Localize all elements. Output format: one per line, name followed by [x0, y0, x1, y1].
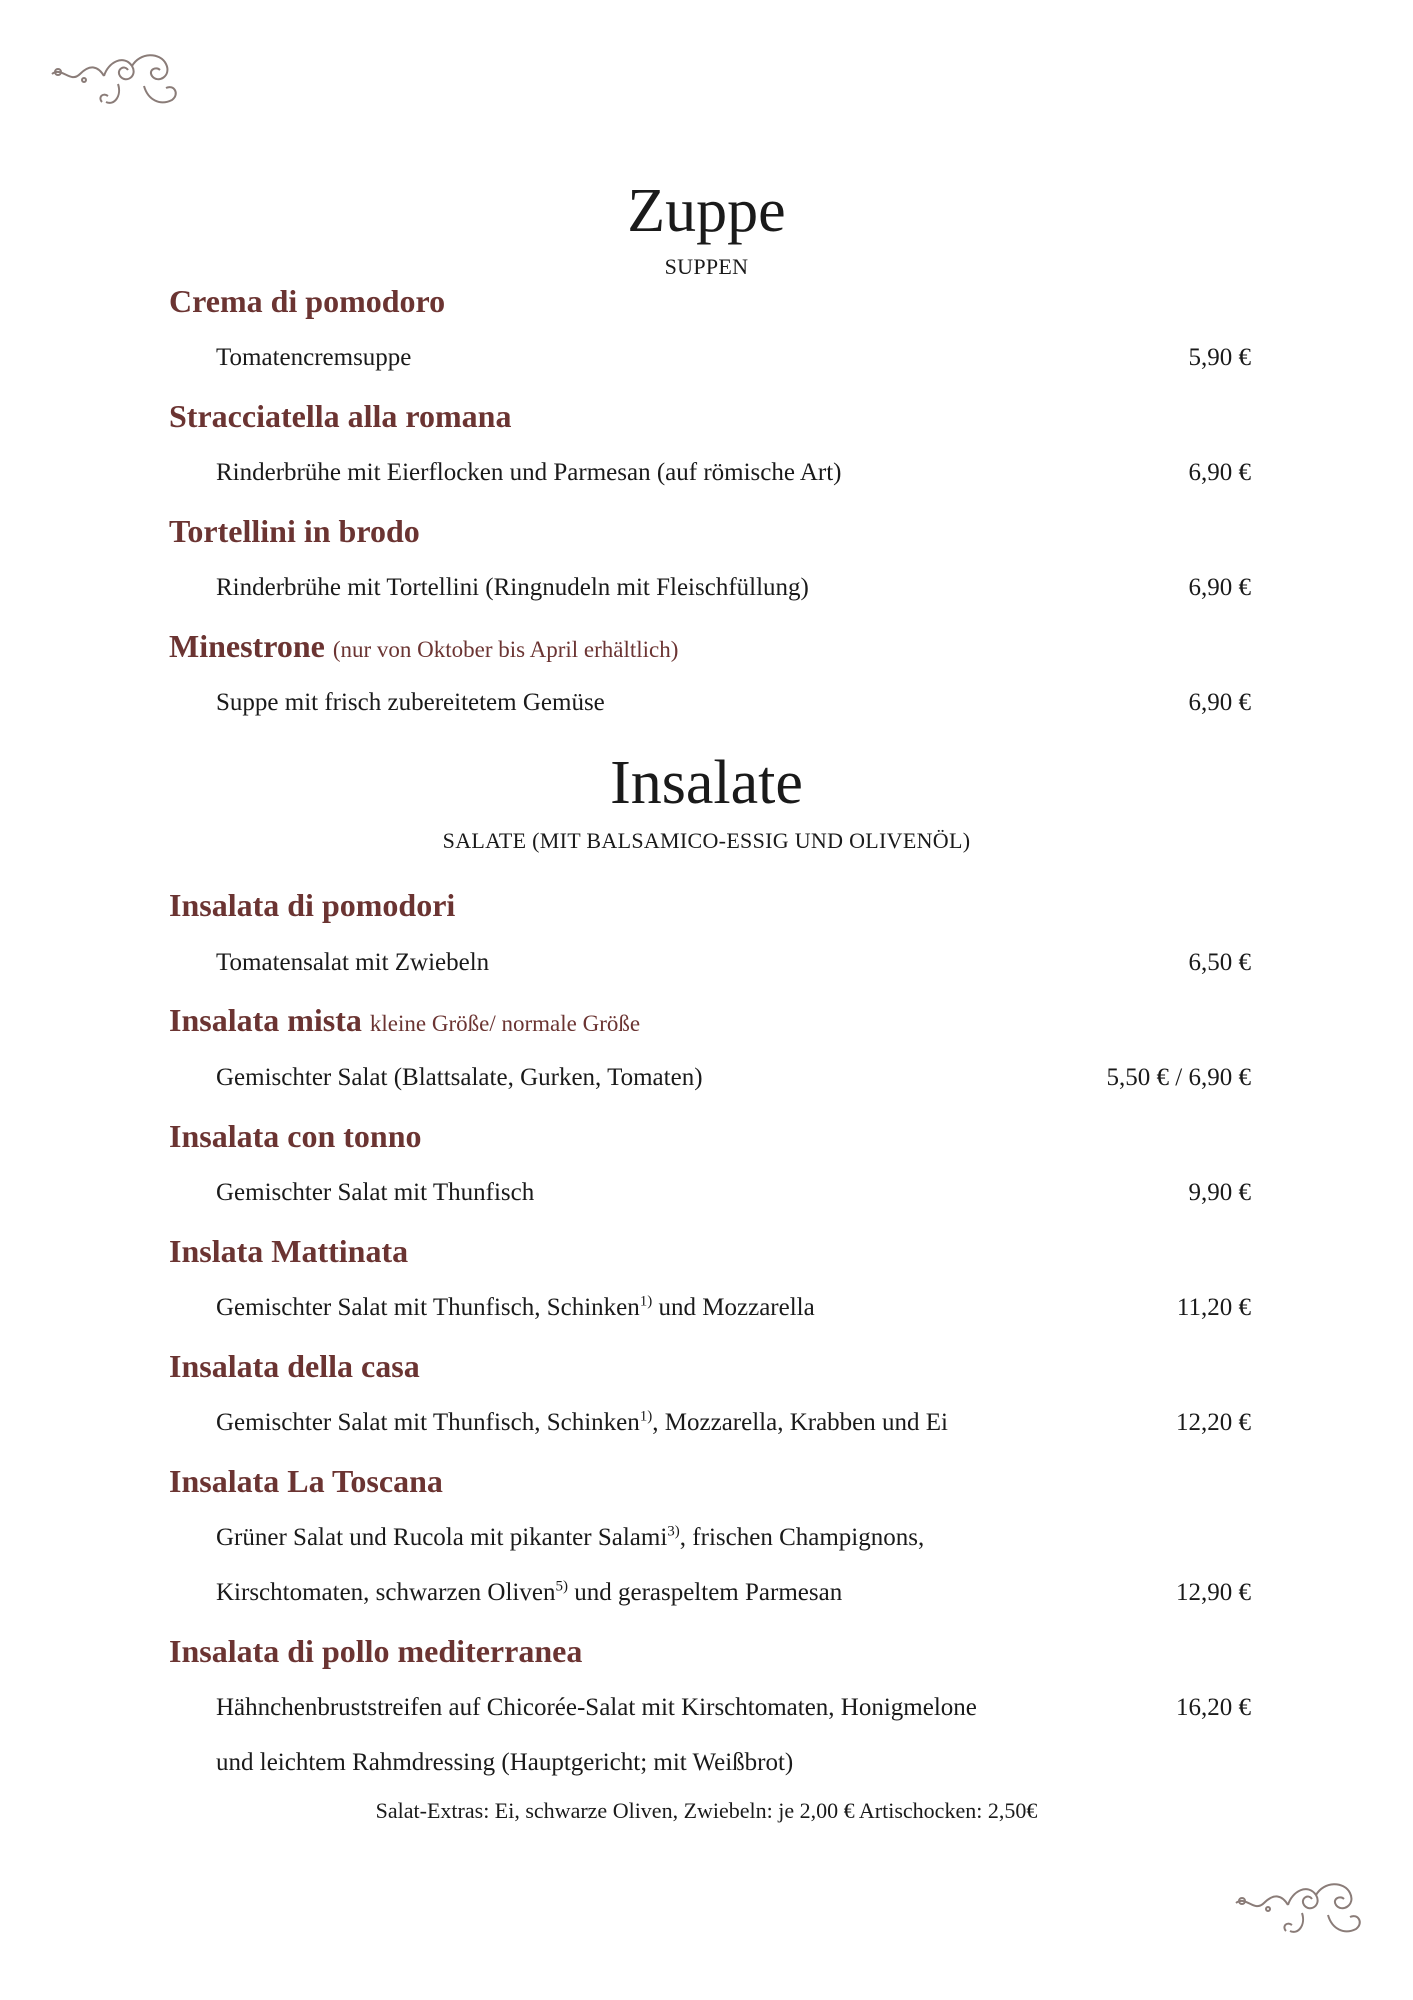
dish-description [216, 1525, 924, 1550]
desc-text: Grüner Salat und Rucola mit pikanter Salami [216, 1524, 668, 1551]
dish-name: Stracciatella alla romana [169, 398, 512, 434]
dish-name: Crema di pomodoro [169, 283, 446, 319]
section-subtitle-salads: SALATE (MIT BALSAMICO-ESSIG UND OLIVENÖL) [442, 828, 971, 853]
desc-text: , Mozzarella, Krabben und Ei [652, 1409, 948, 1436]
dish-description: und leichtem Rahmdressing (Hauptgericht; mit Weißbrot) [216, 1749, 794, 1776]
dish-description [216, 1295, 815, 1320]
desc-text: Kirschtomaten, schwarzen Oliven [216, 1579, 556, 1606]
dish-name [169, 1004, 640, 1036]
dish-price: 6,50 € [1188, 949, 1251, 976]
dish-price: 6,90 € [1188, 574, 1251, 601]
dish-price: 5,90 € [1188, 344, 1251, 371]
dish-price: 11,20 € [1176, 1294, 1251, 1321]
section-subtitle-soups: SUPPEN [664, 254, 749, 279]
section-title-soups: Zuppe [627, 177, 786, 245]
dish-name-text: Minestrone [169, 628, 325, 664]
flourish-ornament-icon [48, 44, 184, 116]
desc-text: Gemischter Salat mit Thunfisch, Schinken [216, 1409, 640, 1436]
dish-description: Rinderbrühe mit Tortellini (Ringnudeln mit Fleischfüllung) [216, 574, 809, 601]
dish-description: Hähnchenbruststreifen auf Chicorée-Salat mit Kirschtomaten, Honigmelone [216, 1694, 977, 1721]
flourish-ornament-icon [1232, 1873, 1368, 1945]
dish-description: Rinderbrühe mit Eierflocken und Parmesan (auf römische Art) [216, 459, 842, 486]
dish-name [169, 630, 678, 662]
dish-price: 9,90 € [1188, 1179, 1251, 1206]
dish-description: Gemischter Salat mit Thunfisch [216, 1179, 535, 1206]
dish-name: Tortellini in brodo [169, 513, 420, 549]
allergen-footnote: 5) [555, 1578, 568, 1595]
section-title-salads: Insalate [610, 749, 803, 817]
dish-name: Inslata Mattinata [169, 1233, 409, 1269]
dish-description: Tomatensalat mit Zwiebeln [216, 949, 490, 976]
dish-name-text: Insalata mista [169, 1002, 362, 1038]
desc-text: Gemischter Salat mit Thunfisch, Schinken [216, 1294, 640, 1321]
dish-description: Tomatencremsuppe [216, 344, 412, 371]
dish-price: 12,90 € [1176, 1579, 1251, 1606]
salad-extras-note: Salat-Extras: Ei, schwarze Oliven, Zwiebeln: je 2,00 € Artischocken: 2,50€ [375, 1798, 1038, 1823]
desc-text: , frischen Champignons, [679, 1524, 925, 1551]
dish-name: Insalata di pollo mediterranea [169, 1633, 583, 1669]
dish-price: 5,50 € / 6,90 € [1106, 1064, 1251, 1091]
allergen-footnote: 3) [667, 1523, 680, 1540]
dish-description [216, 1410, 948, 1435]
dish-description: Suppe mit frisch zubereitetem Gemüse [216, 689, 605, 716]
dish-description: Gemischter Salat (Blattsalate, Gurken, Tomaten) [216, 1064, 703, 1091]
dish-name: Insalata della casa [169, 1348, 420, 1384]
desc-text: und Mozzarella [652, 1294, 815, 1321]
dish-price: 6,90 € [1188, 689, 1251, 716]
dish-price: 6,90 € [1188, 459, 1251, 486]
dish-price: 12,20 € [1176, 1409, 1251, 1436]
dish-note: (nur von Oktober bis April erhältlich) [332, 637, 679, 662]
dish-description [216, 1580, 842, 1605]
allergen-footnote: 1) [639, 1293, 653, 1310]
allergen-footnote: 1) [639, 1408, 653, 1425]
dish-price: 16,20 € [1176, 1694, 1251, 1721]
dish-note: kleine Größe/ normale Größe [369, 1011, 641, 1036]
dish-name: Insalata La Toscana [169, 1463, 443, 1499]
dish-name: Insalata con tonno [169, 1118, 422, 1154]
dish-name: Insalata di pomodori [169, 887, 456, 923]
desc-text: und geraspeltem Parmesan [567, 1579, 843, 1606]
